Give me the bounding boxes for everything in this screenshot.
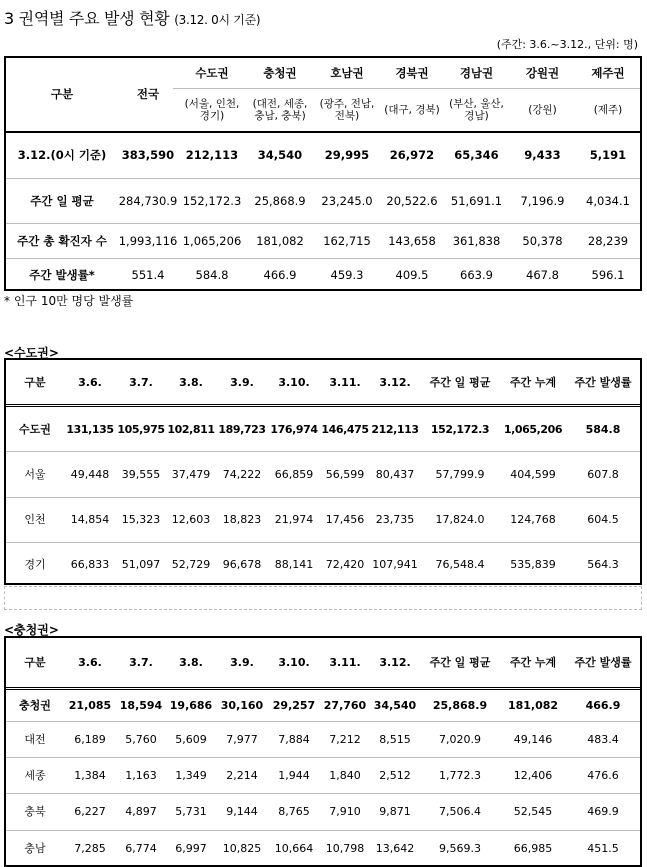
row-label: 주간 일 평균	[30, 193, 94, 208]
data-cell: 469.9	[587, 805, 619, 818]
data-cell: 596.1	[591, 267, 625, 282]
data-cell: 13,642	[375, 841, 415, 855]
data-cell: 51,097	[121, 557, 161, 571]
data-cell: 181,082	[256, 233, 304, 248]
data-cell: 1,772.3	[439, 768, 481, 782]
header-region-sub: (광주, 전남, 전북)	[319, 98, 375, 122]
data-cell: 7,910	[329, 805, 361, 818]
data-cell: 25,868.9	[254, 193, 306, 208]
summary-table	[4, 56, 642, 291]
data-cell: 102,811	[167, 422, 215, 436]
page-title	[4, 6, 260, 29]
data-cell: 467.8	[526, 267, 559, 282]
data-cell: 49,146	[513, 732, 553, 746]
data-cell: 50,378	[522, 233, 563, 248]
data-cell: 212,113	[185, 147, 239, 162]
data-cell: 607.8	[587, 467, 619, 481]
data-cell: 88,141	[274, 557, 314, 571]
data-cell: 7,020.9	[439, 732, 481, 746]
data-cell: 21,974	[274, 513, 314, 526]
data-cell: 9,144	[226, 805, 258, 818]
data-cell: 284,730.9	[118, 193, 178, 208]
title-main: 3 권역별 주요 발생 현황	[4, 9, 170, 28]
data-cell: 27,760	[323, 699, 367, 712]
data-cell: 21,085	[68, 699, 112, 712]
data-cell: 96,678	[222, 557, 262, 571]
header-region-name: 강원권	[525, 65, 560, 80]
header-region-sub: (강원)	[528, 104, 557, 116]
data-cell: 19,686	[169, 699, 213, 712]
data-cell: 1,065,206	[182, 233, 242, 248]
column-header: 3.7.	[129, 375, 153, 389]
data-cell: 5,760	[125, 732, 157, 746]
data-cell: 10,798	[325, 841, 365, 855]
data-cell: 176,974	[270, 422, 318, 436]
header-region-sub: (대전, 세종, 충남, 충북)	[252, 98, 308, 122]
data-cell: 105,975	[117, 422, 165, 436]
data-cell: 152,172.3	[430, 422, 490, 436]
data-cell: 52,545	[513, 805, 553, 818]
data-cell: 12,603	[171, 513, 211, 526]
data-cell: 52,729	[171, 557, 211, 571]
data-cell: 124,768	[510, 513, 556, 526]
data-cell: 66,985	[513, 841, 553, 855]
data-cell: 66,833	[70, 557, 110, 571]
data-cell: 189,723	[218, 422, 266, 436]
region-label: 세종	[24, 768, 46, 782]
column-header: 3.8.	[179, 375, 203, 389]
column-header: 3.9.	[230, 375, 254, 389]
data-cell: 9,871	[379, 805, 411, 818]
data-cell: 25,868.9	[432, 699, 488, 712]
header-region-sub: (서울, 인천, 경기)	[184, 98, 240, 122]
data-cell: 7,285	[74, 841, 106, 855]
data-cell: 7,506.4	[439, 805, 481, 818]
blank-row	[4, 586, 642, 610]
header-region-sub: (부산, 울산, 경남)	[449, 98, 504, 122]
data-cell: 5,191	[589, 147, 627, 162]
data-cell: 6,189	[74, 732, 106, 746]
data-cell: 7,212	[329, 732, 361, 746]
data-cell: 466.9	[585, 699, 621, 712]
data-cell: 49,448	[70, 467, 110, 481]
data-cell: 18,594	[119, 699, 163, 712]
data-cell: 66,859	[274, 467, 314, 481]
column-header: 3.9.	[230, 656, 254, 669]
header-region-sub: (제주)	[593, 104, 623, 116]
data-cell: 5,731	[175, 805, 207, 818]
data-cell: 535,839	[510, 557, 556, 571]
title-sub: (3.12. 0시 기준)	[174, 13, 261, 27]
data-cell: 6,997	[175, 841, 207, 855]
row-label: 주간 총 확진자 수	[17, 233, 107, 248]
data-cell: 10,664	[274, 841, 314, 855]
data-cell: 9,569.3	[439, 841, 481, 855]
header-region-name: 수도권	[195, 65, 229, 80]
data-cell: 28,239	[587, 233, 629, 248]
region-label: 경기	[24, 557, 46, 571]
data-cell: 34,540	[257, 147, 303, 162]
row-label: 3.12.(0시 기준)	[17, 147, 107, 162]
column-header: 주간 누계	[509, 656, 557, 669]
column-header: 구분	[24, 375, 46, 389]
data-cell: 459.3	[330, 267, 364, 282]
column-header: 3.6.	[78, 375, 102, 389]
data-cell: 15,323	[121, 513, 161, 526]
data-cell: 551.4	[131, 267, 165, 282]
data-cell: 1,993,116	[118, 233, 178, 248]
data-cell: 7,884	[278, 732, 310, 746]
data-cell: 181,082	[507, 699, 559, 712]
data-cell: 131,135	[66, 422, 114, 436]
data-cell: 34,540	[373, 699, 417, 712]
data-cell: 26,972	[389, 147, 435, 162]
data-cell: 409.5	[395, 267, 429, 282]
header-region-name: 경남권	[459, 65, 494, 80]
data-cell: 4,034.1	[586, 193, 630, 208]
data-cell: 663.9	[460, 267, 493, 282]
data-cell: 72,420	[325, 557, 365, 571]
row-label: 주간 발생률*	[29, 267, 95, 282]
data-cell: 18,823	[222, 513, 262, 526]
column-header: 구분	[24, 656, 46, 669]
data-cell: 1,163	[125, 768, 157, 782]
data-cell: 107,941	[372, 557, 418, 571]
header-region-name: 충청권	[263, 65, 297, 80]
data-cell: 451.5	[587, 841, 619, 855]
header-region-name: 제주권	[591, 65, 625, 80]
region-label: 대전	[24, 732, 46, 746]
data-cell: 152,172.3	[182, 193, 242, 208]
data-cell: 17,456	[325, 513, 365, 526]
data-cell: 8,765	[278, 805, 310, 818]
data-cell: 404,599	[510, 467, 556, 481]
data-cell: 604.5	[587, 513, 619, 526]
section-label-capital: <수도권>	[4, 346, 59, 360]
data-cell: 466.9	[263, 267, 297, 282]
column-header: 주간 일 평균	[429, 375, 491, 389]
column-header: 3.11.	[329, 656, 361, 669]
data-cell: 56,599	[325, 467, 365, 481]
capital-table	[4, 358, 642, 585]
data-cell: 9,433	[524, 147, 561, 162]
column-header: 3.11.	[329, 375, 361, 389]
column-header: 주간 누계	[509, 375, 557, 389]
data-cell: 65,346	[454, 147, 499, 162]
data-cell: 162,715	[323, 233, 371, 248]
header-region-name: 호남권	[330, 65, 364, 80]
column-header: 3.12.	[379, 375, 411, 389]
region-label: 충남	[24, 841, 46, 855]
region-label: 수도권	[19, 422, 51, 436]
data-cell: 476.6	[587, 768, 619, 782]
data-cell: 6,227	[74, 805, 106, 818]
footnote: * 인구 10만 명당 발생률	[4, 294, 134, 308]
data-cell: 39,555	[121, 467, 161, 481]
column-header: 3.10.	[278, 375, 310, 389]
data-cell: 29,995	[324, 147, 370, 162]
data-cell: 80,437	[375, 467, 415, 481]
data-cell: 483.4	[587, 732, 619, 746]
data-cell: 10,825	[222, 841, 262, 855]
column-header: 주간 일 평균	[429, 656, 491, 669]
data-cell: 7,196.9	[520, 193, 565, 208]
section-label-chungcheong: <충청권>	[4, 623, 59, 637]
column-header: 3.7.	[129, 656, 153, 669]
data-cell: 1,944	[278, 768, 310, 782]
region-label: 인천	[24, 513, 46, 526]
data-cell: 57,799.9	[435, 467, 485, 481]
region-label: 충청권	[19, 699, 51, 712]
column-header: 3.8.	[179, 656, 203, 669]
column-header: 3.12.	[379, 656, 411, 669]
data-cell: 564.3	[587, 557, 619, 571]
data-cell: 23,735	[375, 513, 415, 526]
data-cell: 1,349	[175, 768, 207, 782]
chungcheong-table	[4, 636, 642, 867]
column-header: 3.6.	[78, 656, 102, 669]
data-cell: 2,214	[226, 768, 258, 782]
data-cell: 146,475	[321, 422, 369, 436]
data-cell: 29,257	[272, 699, 316, 712]
data-cell: 37,479	[171, 467, 211, 481]
header-region-sub: (대구, 경북)	[384, 104, 440, 116]
header-region-name: 경북권	[395, 65, 429, 80]
column-header: 주간 발생률	[574, 656, 632, 669]
data-cell: 584.8	[195, 267, 229, 282]
region-label: 서울	[24, 467, 46, 481]
data-cell: 1,065,206	[503, 422, 563, 436]
data-cell: 2,512	[379, 768, 411, 782]
data-cell: 7,977	[226, 732, 258, 746]
data-cell: 383,590	[121, 147, 175, 162]
data-cell: 74,222	[222, 467, 262, 481]
unit-note: (주간: 3.6.~3.12., 단위: 명)	[496, 38, 638, 51]
data-cell: 30,160	[220, 699, 264, 712]
data-cell: 4,897	[125, 805, 157, 818]
data-cell: 76,548.4	[435, 557, 485, 571]
data-cell: 1,384	[74, 768, 106, 782]
data-cell: 14,854	[70, 513, 110, 526]
data-cell: 6,774	[125, 841, 157, 855]
data-cell: 12,406	[513, 768, 553, 782]
header-category: 구분	[50, 87, 74, 101]
data-cell: 212,113	[371, 422, 419, 436]
data-cell: 20,522.6	[386, 193, 438, 208]
data-cell: 143,658	[388, 233, 436, 248]
data-cell: 584.8	[585, 422, 621, 436]
data-cell: 1,840	[329, 768, 361, 782]
data-cell: 17,824.0	[435, 513, 485, 526]
data-cell: 361,838	[452, 233, 501, 248]
data-cell: 23,245.0	[321, 193, 373, 208]
data-cell: 8,515	[379, 732, 411, 746]
data-cell: 51,691.1	[450, 193, 503, 208]
data-cell: 5,609	[175, 732, 207, 746]
column-header: 주간 발생률	[574, 375, 632, 389]
region-label: 충북	[24, 805, 46, 818]
column-header: 3.10.	[278, 656, 310, 669]
header-national: 전국	[136, 87, 160, 101]
